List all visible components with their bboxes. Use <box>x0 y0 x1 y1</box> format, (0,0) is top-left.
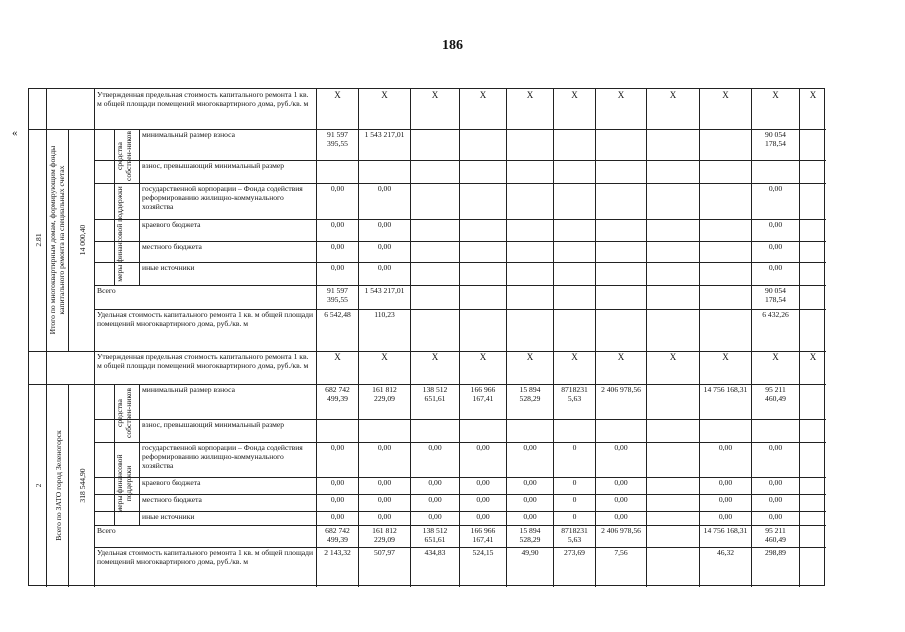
total-value: 2 406 978,56 <box>601 526 641 535</box>
page-number: 186 <box>442 38 463 53</box>
regional-budget-value: 0,00 <box>476 478 490 487</box>
local-budget-value: 0,00 <box>614 495 628 504</box>
state-corp-value: 0,00 <box>428 443 442 452</box>
local-budget-value: 0,00 <box>768 495 783 504</box>
state-corp-value: 0,00 <box>330 184 345 193</box>
state-corp-value: 0,00 <box>330 443 345 452</box>
min-contribution-value: 1 543 217,01 <box>364 130 405 139</box>
limit-mark: Х <box>334 90 341 100</box>
state-corp-value: 0,00 <box>768 184 783 193</box>
unit-cost-value: 298,89 <box>765 548 786 557</box>
total-value: 8718231 5,63 <box>561 526 588 545</box>
section-number: 2 <box>33 483 43 488</box>
local-budget-value: 0,00 <box>377 242 392 251</box>
limit-mark: Х <box>381 352 388 362</box>
limit-mark: Х <box>334 352 341 362</box>
total-value: 91 597 395,55 <box>327 286 348 305</box>
section-area: 318 544,90 <box>77 468 87 503</box>
limit-mark: Х <box>617 90 625 100</box>
support-measures-label: меры финансовой поддержки <box>115 454 134 513</box>
unit-cost-value: 524,15 <box>472 548 494 557</box>
total-label: Всего <box>97 526 116 535</box>
other-sources-value: 0,00 <box>768 512 783 521</box>
support-measures-label: меры финансовой поддержки <box>115 186 124 282</box>
state-corp-label: государственной корпорации – Фонда содействия реформированию жилищно-коммунального хозяйства <box>142 184 303 212</box>
column-border <box>646 89 647 587</box>
min-contribution-value: 161 812 229,09 <box>372 385 397 404</box>
min-contribution-value: 90 054 178,54 <box>765 130 786 149</box>
limit-mark: Х <box>772 90 779 100</box>
limit-mark: Х <box>526 352 534 362</box>
state-corp-value: 0,00 <box>614 443 628 452</box>
other-sources-value: 0,00 <box>377 263 392 272</box>
limit-mark: Х <box>809 352 817 362</box>
state-corp-value: 0,00 <box>718 443 733 452</box>
other-sources-value: 0,00 <box>377 512 392 521</box>
other-sources-value: 0,00 <box>330 263 345 272</box>
min-contribution-value: 682 742 499,39 <box>325 385 350 404</box>
col-number-border <box>46 89 47 587</box>
min-contribution-value: 166 966 167,41 <box>470 385 496 404</box>
limit-mark: Х <box>772 352 779 362</box>
min-contribution-value: 138 512 651,61 <box>422 385 448 404</box>
local-budget-value: 0,00 <box>476 495 490 504</box>
regional-budget-value: 0,00 <box>377 220 392 229</box>
regional-budget-value: 0 <box>572 478 577 487</box>
min-contribution-value: 8718231 5,63 <box>561 385 588 404</box>
column-border <box>799 89 800 587</box>
limit-mark: Х <box>526 90 534 100</box>
limit-mark: Х <box>571 90 578 100</box>
total-value: 15 894 528,29 <box>519 526 541 545</box>
regional-budget-value: 0,00 <box>768 220 783 229</box>
other-sources-value: 0 <box>572 512 577 521</box>
local-budget-value: 0,00 <box>377 495 392 504</box>
total-value: 90 054 178,54 <box>765 286 786 305</box>
limit-cost-label: Утвержденная предельная стоимость капитального ремонта 1 кв. м общей площади помещений многоквартирного дома, руб./кв. м <box>97 90 309 109</box>
total-value: 682 742 499,39 <box>325 526 350 545</box>
state-corp-value: 0 <box>572 443 577 452</box>
unit-cost-value: 507,97 <box>374 548 395 557</box>
regional-budget-value: 0,00 <box>614 478 628 487</box>
limit-mark: Х <box>479 90 487 100</box>
other-sources-label: иные источники <box>142 263 195 272</box>
local-budget-label: местного бюджета <box>142 242 202 251</box>
local-budget-value: 0,00 <box>428 495 442 504</box>
owners-funds-label: средства собствен-ников <box>115 130 134 182</box>
limit-mark: Х <box>809 90 817 100</box>
other-sources-value: 0,00 <box>523 512 537 521</box>
min-contribution-value: 95 211 460,49 <box>765 385 786 404</box>
unit-cost-label: Удельная стоимость капитального ремонта 1 кв. м общей площади помещений многоквартирного дома, руб./кв. м <box>97 548 314 567</box>
limit-mark: Х <box>617 352 625 362</box>
other-sources-value: 0,00 <box>476 512 490 521</box>
min-contribution-value: 14 756 168,31 <box>703 385 748 394</box>
unit-cost-value: 2 143,32 <box>324 548 351 557</box>
section-title: Всего по ЗАТО город Зеленогорск <box>53 430 63 541</box>
limit-mark: Х <box>431 90 439 100</box>
min-contribution-value: 2 406 978,56 <box>601 385 641 394</box>
limit-mark: Х <box>722 90 729 100</box>
other-sources-value: 0,00 <box>330 512 345 521</box>
min-contribution-label: минимальный размер взноса <box>142 130 235 139</box>
regional-budget-value: 0,00 <box>330 478 345 487</box>
regional-budget-value: 0,00 <box>428 478 442 487</box>
total-value: 166 966 167,41 <box>470 526 496 545</box>
state-corp-value: 0,00 <box>377 184 392 193</box>
limit-mark: Х <box>479 352 487 362</box>
state-corp-value: 0,00 <box>523 443 537 452</box>
state-corp-value: 0,00 <box>476 443 490 452</box>
limit-mark: Х <box>431 352 439 362</box>
total-value: 95 211 460,49 <box>765 526 786 545</box>
local-budget-value: 0,00 <box>330 242 345 251</box>
limit-cost-label: Утвержденная предельная стоимость капитального ремонта 1 кв. м общей площади помещений многоквартирного дома, руб./кв. м <box>97 352 309 371</box>
total-value: 138 512 651,61 <box>422 526 448 545</box>
unit-cost-value: 7,56 <box>614 548 628 557</box>
state-corp-value: 0,00 <box>768 443 783 452</box>
over-min-label: взнос, превышающий минимальный размер <box>142 420 285 429</box>
total-value: 14 756 168,31 <box>703 526 748 535</box>
owners-funds-label: средства собствен-ников <box>115 387 134 439</box>
left-quote-mark: « <box>12 127 18 139</box>
other-sources-value: 0,00 <box>428 512 442 521</box>
total-value: 1 543 217,01 <box>364 286 405 295</box>
unit-cost-value: 273,69 <box>564 548 585 557</box>
unit-cost-value: 434,83 <box>424 548 446 557</box>
local-budget-value: 0,00 <box>330 495 345 504</box>
local-budget-value: 0,00 <box>768 242 783 251</box>
unit-cost-value: 6 542,48 <box>324 310 351 319</box>
other-sources-value: 0,00 <box>614 512 628 521</box>
regional-budget-label: краевого бюджета <box>142 478 201 487</box>
limit-mark: Х <box>669 90 677 100</box>
other-sources-label: иные источники <box>142 512 195 521</box>
regional-budget-value: 0,00 <box>377 478 392 487</box>
total-label: Всего <box>97 286 116 295</box>
min-contribution-value: 15 894 528,29 <box>519 385 541 404</box>
section-area: 14 000,40 <box>77 224 87 256</box>
unit-cost-value: 6 432,26 <box>762 310 789 319</box>
state-corp-label: государственной корпорации – Фонда содействия реформированию жилищно-коммунального хозяйства <box>142 443 303 471</box>
other-sources-value: 0,00 <box>718 512 733 521</box>
col-title-border <box>68 384 69 587</box>
state-corp-value: 0,00 <box>377 443 392 452</box>
section-title: Итого по многоквартирным домам, формирующим фонды капитального ремонта на специальных счетах <box>48 145 67 335</box>
local-budget-value: 0,00 <box>718 495 733 504</box>
limit-mark: Х <box>381 90 388 100</box>
regional-budget-value: 0,00 <box>523 478 537 487</box>
financing-table <box>28 88 825 586</box>
unit-cost-value: 46,32 <box>716 548 735 557</box>
other-sources-value: 0,00 <box>768 263 783 272</box>
regional-budget-value: 0,00 <box>768 478 783 487</box>
limit-mark: Х <box>669 352 677 362</box>
regional-budget-value: 0,00 <box>718 478 733 487</box>
regional-budget-value: 0,00 <box>330 220 345 229</box>
col-title-border <box>68 129 69 351</box>
unit-cost-value: 110,23 <box>374 310 395 319</box>
section-number: 2.81 <box>33 233 43 247</box>
local-budget-value: 0,00 <box>523 495 537 504</box>
min-contribution-value: 91 597 395,55 <box>327 130 348 149</box>
local-budget-value: 0 <box>572 495 577 504</box>
total-value: 161 812 229,09 <box>372 526 397 545</box>
regional-budget-label: краевого бюджета <box>142 220 201 229</box>
unit-cost-value: 49,90 <box>521 548 539 557</box>
limit-mark: Х <box>722 352 729 362</box>
min-contribution-label: минимальный размер взноса <box>142 385 235 394</box>
unit-cost-label: Удельная стоимость капитального ремонта 1 кв. м общей площади помещений многоквартирного дома, руб./кв. м <box>97 310 314 329</box>
limit-mark: Х <box>571 352 578 362</box>
over-min-label: взнос, превышающий минимальный размер <box>142 161 285 170</box>
local-budget-label: местного бюджета <box>142 495 202 504</box>
